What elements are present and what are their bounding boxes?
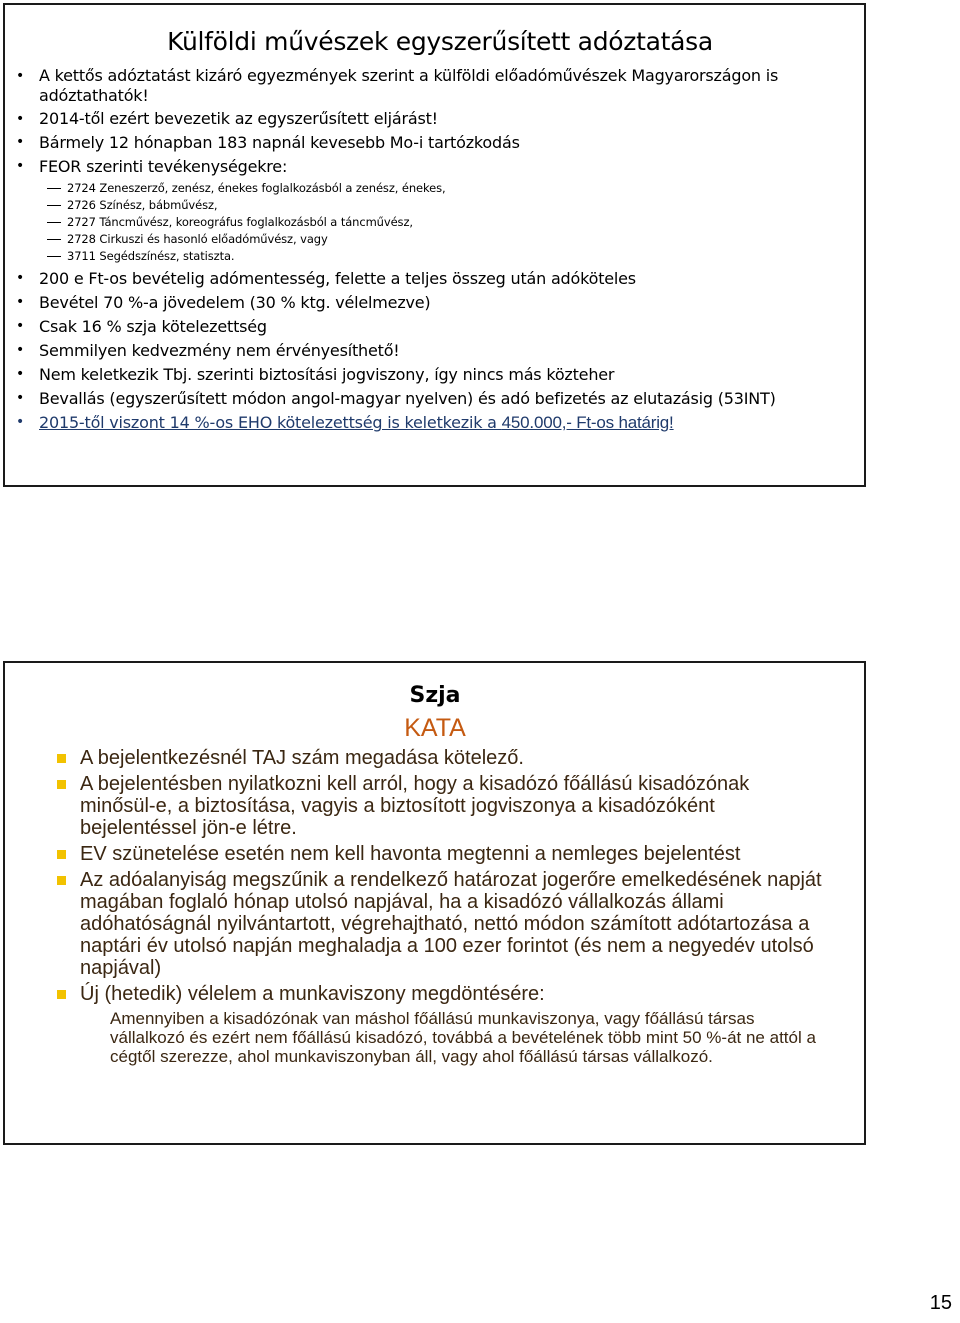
list-item: A bejelentésben nyilatkozni kell arról, hogy a kisadózó főállású kisadózónak minősül-e, a biztosítása, vagyis a biztosított jogviszonya a kisadózóként bejelentéssel jön-e létre.: [55, 773, 825, 839]
square-bullet-icon: [57, 850, 66, 859]
bullet-icon: •: [16, 158, 25, 174]
list-item: A bejelentkezésnél TAJ szám megadása kötelező.: [55, 747, 825, 769]
list-item: Az adóalanyiság megszűnik a rendelkező határozat jogerőre emelkedésének napját magában foglaló hónap utolsó napjával, ha a kisadózó vállalkozás állami adóhatóságnál nyilvántartott, végrehajtható, nettó módon számított adótartozása a naptári év utolsó napján meghaladja a 100 ezer forintot (és nem a negyedév utolsó napjával): [55, 869, 825, 979]
slide-title: Külföldi művészek egyszerűsített adóztatása: [167, 27, 713, 56]
dash-icon: [47, 256, 61, 257]
list-item: • 2014-től ezért bevezetik az egyszerűsített eljárást!: [16, 109, 438, 128]
dash-icon: [47, 239, 61, 240]
dash-icon: [47, 222, 61, 223]
slide-bottom: [3, 661, 866, 1145]
list-item: EV szünetelése esetén nem kell havonta megtenni a nemleges bejelentést: [55, 843, 825, 865]
dash-icon: [47, 205, 61, 206]
square-bullet-icon: [57, 990, 66, 999]
square-bullet-icon: [57, 780, 66, 789]
bullet-list: [55, 747, 825, 1066]
slide-top: [3, 3, 866, 487]
bullet-icon: •: [16, 342, 25, 358]
bullet-list: [15, 66, 855, 436]
sub-list-item: 2724 Zeneszerző, zenész, énekes foglalkozásból a zenész, énekes,: [15, 180, 855, 196]
dash-icon: [47, 188, 61, 189]
bullet-icon: •: [16, 134, 25, 150]
bullet-icon: •: [16, 68, 25, 84]
list-item: • Bevallás (egyszerűsített módon angol-magyar nyelven) és adó befizetés az elutazásig (53INT): [16, 389, 776, 408]
bullet-icon: •: [16, 414, 25, 430]
list-item: • Semmilyen kedvezmény nem érvényesíthető!: [16, 341, 400, 360]
list-item: • A kettős adóztatást kizáró egyezmények szerint a külföldi előadóművészek Magyarországon is adóztathatók!: [16, 66, 779, 105]
square-bullet-icon: [57, 754, 66, 763]
slide-title: Szja: [409, 683, 461, 708]
list-item-highlight: • 2015-től viszont 14 %-os EHO kötelezettség is keletkezik a 450.000,- Ft-os határig!: [16, 413, 674, 432]
list-item: • 200 e Ft-os bevételig adómentesség, felette a teljes összeg után adóköteles: [16, 269, 636, 288]
bullet-icon: •: [16, 366, 25, 382]
list-item: • Bármely 12 hónapban 183 napnál kevesebb Mo-i tartózkodás: [16, 133, 520, 152]
list-item: • Bevétel 70 %-a jövedelem (30 % ktg. vélelmezve): [16, 293, 431, 312]
page-number: 15: [929, 1292, 952, 1314]
bullet-icon: •: [16, 111, 25, 127]
list-item: • Csak 16 % szja kötelezettség: [16, 317, 267, 336]
sub-list-item: Amennyiben a kisadózónak van máshol főállású munkaviszonya, vagy főállású társas vállalkozó és ezért nem főállású kisadózó, továbbá a bevételének több mint 50 %-át ne attól a cégtől szerezze, ahol munkaviszonyban áll, vagy ahol főállású társas vállalkozó.: [110, 1009, 816, 1066]
sub-list-item: 3711 Segédszínész, statiszta.: [15, 248, 855, 264]
square-bullet-icon: [57, 876, 66, 885]
list-item: Új (hetedik) vélelem a munkaviszony megdöntésére:: [55, 983, 825, 1005]
bullet-icon: •: [16, 390, 25, 406]
bullet-icon: •: [16, 294, 25, 310]
slide-subtitle: KATA: [404, 714, 466, 742]
bullet-icon: •: [16, 318, 25, 334]
list-item: • FEOR szerinti tevékenységekre:: [16, 157, 288, 176]
sub-list-item: 2727 Táncművész, koreográfus foglalkozásból a táncművész,: [15, 214, 855, 230]
list-item: • Nem keletkezik Tbj. szerinti biztosítási jogviszony, így nincs más közteher: [16, 365, 615, 384]
sub-list-item: 2726 Színész, bábművész,: [15, 197, 855, 213]
bullet-icon: •: [16, 270, 25, 286]
sub-list-item: 2728 Cirkuszi és hasonló előadóművész, vagy: [15, 231, 855, 247]
